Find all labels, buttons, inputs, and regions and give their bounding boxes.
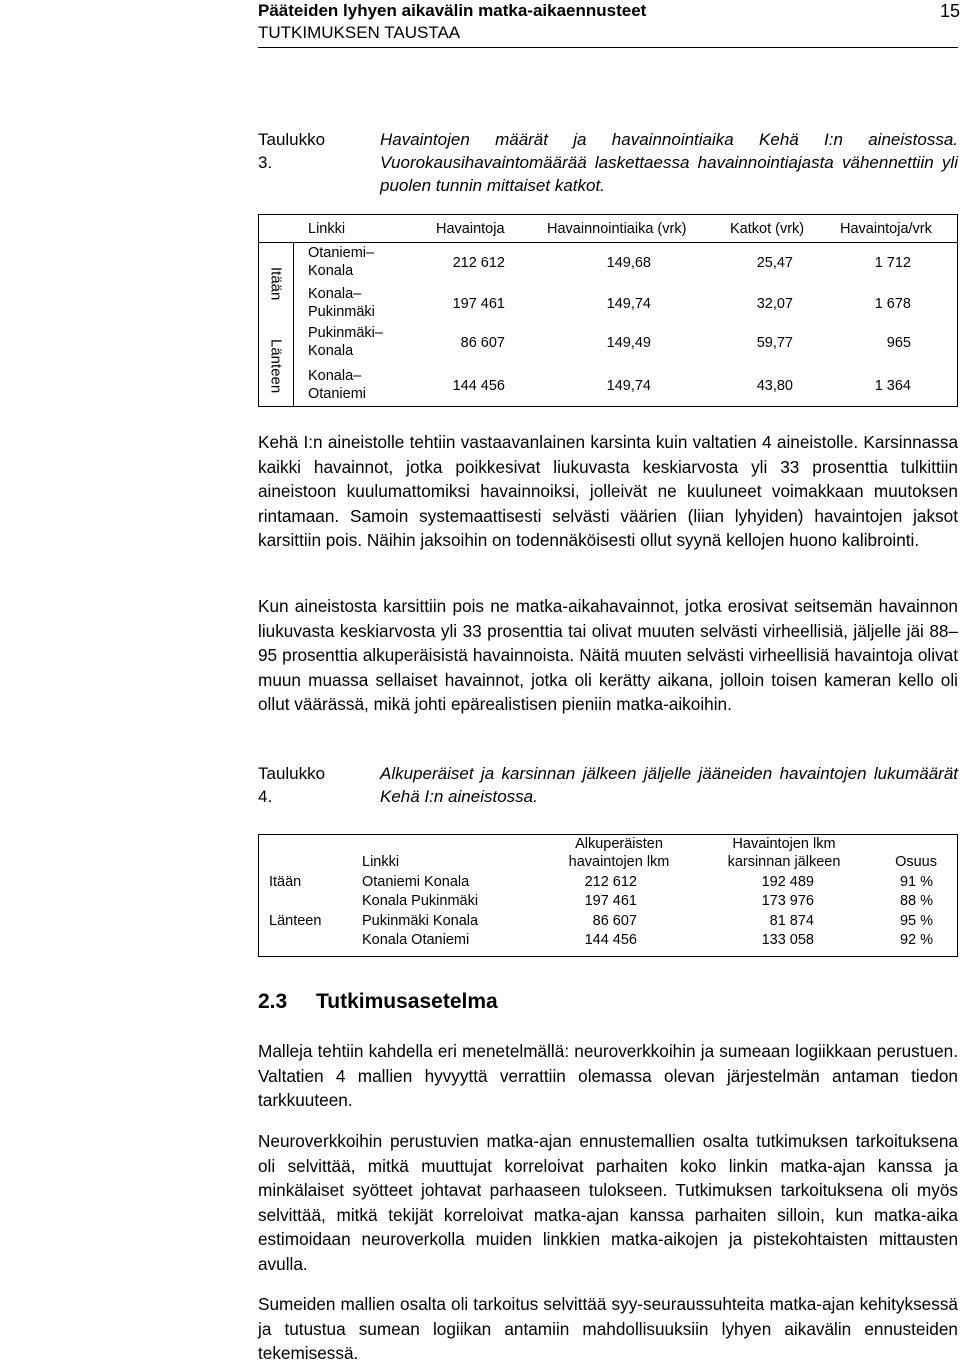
- t3-link: Pukinmäki– Konala: [308, 325, 383, 359]
- section-heading: [258, 990, 498, 1014]
- table-row: [259, 244, 957, 284]
- t4-link: Konala Pukinmäki: [362, 893, 479, 909]
- section-title: Tutkimusasetelma: [316, 990, 498, 1013]
- t4-original: 144 456: [584, 932, 637, 948]
- t4-original: 212 612: [584, 874, 637, 890]
- t4-header-linkki: Linkki: [362, 854, 400, 870]
- paragraph-4: Neuroverkkoihin perustuvien matka-ajan ennustemallien osalta tutkimuksen tarkoituksena oli selvittää, mitkä muuttujat korreloivat parhaiten koko linkin matka-ajan kanssa ja minkälaiset syötteet johtavat parhaaseen tulokseen. Tutkimuksen tarkoituksena oli myös selvittää, mitkä tekijät korreloivat matka-ajan kanssa parhaiten silloin, kun matka-aika estimoidaan neuroverkolla muiden linkkien matka-aikojen ja pistekohtaisten mittausten avulla.: [258, 1131, 958, 1274]
- t3-header-havaintoja: Havaintoja: [436, 221, 505, 237]
- table-row: [259, 324, 957, 364]
- t3-aika: 149,74: [606, 378, 651, 394]
- t3-direction-west: Länteen: [267, 338, 285, 394]
- table4: [258, 834, 958, 957]
- t4-original: 86 607: [592, 913, 637, 929]
- t4-link: Konala Otaniemi: [362, 932, 470, 948]
- t3-direction-east: Itään: [267, 267, 285, 301]
- table4-label: Taulukko 4.: [258, 764, 326, 806]
- t4-share: 91 %: [899, 874, 933, 890]
- t3-header-rule: [259, 242, 957, 243]
- paragraph-5: Sumeiden mallien osalta oli tarkoitus selvittää syy-seuraussuhteita matka-ajan kehityksessä ja tutustua sumean logiikan antamiin mahdollisuuksiin lyhyen aikavälin ennusteiden tekemisessä.: [258, 1294, 958, 1363]
- t3-havaintoja: 86 607: [460, 335, 505, 351]
- table3-label: Taulukko 3.: [258, 130, 326, 172]
- paragraph-1: Kehä I:n aineistolle tehtiin vastaavanlainen karsinta kuin valtatien 4 aineistolle. Karsinnassa kaikki havainnot, jotka poikkesivat liukuvasta keskiarvosta yli 33 prosenttia tulkittiin aineistoon kuulumattomiksi havainnoiksi, jolleivät ne kuuluneet voimakkaan muutoksen rintamaan. Samoin systemaattisesti selvästi väärien (liian lyhyiden) havaintojen jaksot karsittiin pois. Näihin jaksoihin on todennäköisesti ollut syynä kellojen huono kalibrointi.: [258, 432, 958, 550]
- t3-header-katkot: Katkot (vrk): [730, 221, 805, 237]
- header-subtitle: TUTKIMUKSEN TAUSTAA: [258, 23, 461, 42]
- t4-original: 197 461: [584, 893, 637, 909]
- t4-share: 88 %: [899, 893, 933, 909]
- table-row: [259, 367, 957, 407]
- table3-caption-text: Havaintojen määrät ja havainnointiaika Kehä I:n aineistossa. Vuorokausihavaintomäärää laskettaessa havainnointiajasta vähennettiin yli puolen tunnin mittaiset katkot.: [380, 130, 958, 195]
- page-header: [258, 0, 960, 44]
- t3-aika: 149,49: [606, 335, 651, 351]
- t3-header-per-vrk: Havaintoja/vrk: [840, 221, 932, 237]
- t3-per-vrk: 1 678: [874, 296, 911, 312]
- t3-aika: 149,68: [606, 255, 651, 271]
- t4-share: 92 %: [899, 932, 933, 948]
- t3-aika: 149,74: [606, 296, 651, 312]
- t3-header-linkki: Linkki: [308, 221, 346, 237]
- table4-caption-text: Alkuperäiset ja karsinnan jälkeen jäljelle jääneiden havaintojen lukumäärät Kehä I:n aineistossa.: [380, 764, 958, 806]
- t4-link: Pukinmäki Konala: [362, 913, 479, 929]
- t3-havaintoja: 197 461: [452, 296, 505, 312]
- header-rule: [258, 47, 958, 48]
- t3-link: Otaniemi– Konala: [308, 245, 375, 279]
- paragraph-2: Kun aineistosta karsittiin pois ne matka-aikahavainnot, jotka erosivat seitsemän havainnon liukuvasta keskiarvosta yli 33 prosenttia tai olivat muuten selvästi virheellisiä, jäljelle jäi 88–95 prosenttia alkuperäisistä havainnoista. Näitä muuten selvästi virheellisiä havaintoja olivat muun muassa sellaiset havainnot, jotka oli kerätty aikana, jolloin toisen kameran kello oli ollut väärässä, mikä johti epärealistisen pieniin matka-aikoihin.: [258, 596, 958, 714]
- t4-after: 133 058: [761, 932, 814, 948]
- page-number: 15: [939, 1, 960, 21]
- t3-katkot: 25,47: [756, 255, 793, 271]
- t4-after: 173 976: [761, 893, 814, 909]
- t3-per-vrk: 1 364: [874, 378, 911, 394]
- t4-header-osuus: Osuus: [895, 854, 937, 870]
- t3-havaintoja: 144 456: [452, 378, 505, 394]
- t3-katkot: 32,07: [756, 296, 793, 312]
- table-row: [259, 285, 957, 325]
- t3-link: Konala– Pukinmäki: [308, 286, 375, 320]
- header-title: Pääteiden lyhyen aikavälin matka-aikaennusteet: [258, 1, 647, 20]
- t3-per-vrk: 1 712: [874, 255, 911, 271]
- t4-after: 81 874: [769, 913, 814, 929]
- t4-share: 95 %: [899, 913, 933, 929]
- section-number: 2.3: [258, 990, 288, 1013]
- t4-header-original: Alkuperäisten havaintojen lkm: [568, 836, 670, 870]
- t4-direction-west: Länteen: [269, 913, 322, 929]
- paragraph-3: Malleja tehtiin kahdella eri menetelmällä: neuroverkkoihin ja sumeaan logiikkaan perustuen. Valtatien 4 mallien hyvyyttä verrattiin olemassa olevan järjestelmän antaman tiedon tarkkuuteen.: [258, 1041, 958, 1110]
- t4-after: 192 489: [761, 874, 814, 890]
- t3-link: Konala– Otaniemi: [308, 368, 367, 402]
- t4-header-after: Havaintojen lkm karsinnan jälkeen: [727, 836, 841, 870]
- t3-havaintoja: 212 612: [452, 255, 505, 271]
- t3-katkot: 59,77: [756, 335, 793, 351]
- table3: [258, 214, 958, 407]
- t4-link: Otaniemi Konala: [362, 874, 470, 890]
- t3-per-vrk: 965: [886, 335, 911, 351]
- t4-direction-east: Itään: [269, 874, 302, 890]
- t3-header-aika: Havainnointiaika (vrk): [547, 221, 687, 237]
- t3-katkot: 43,80: [756, 378, 793, 394]
